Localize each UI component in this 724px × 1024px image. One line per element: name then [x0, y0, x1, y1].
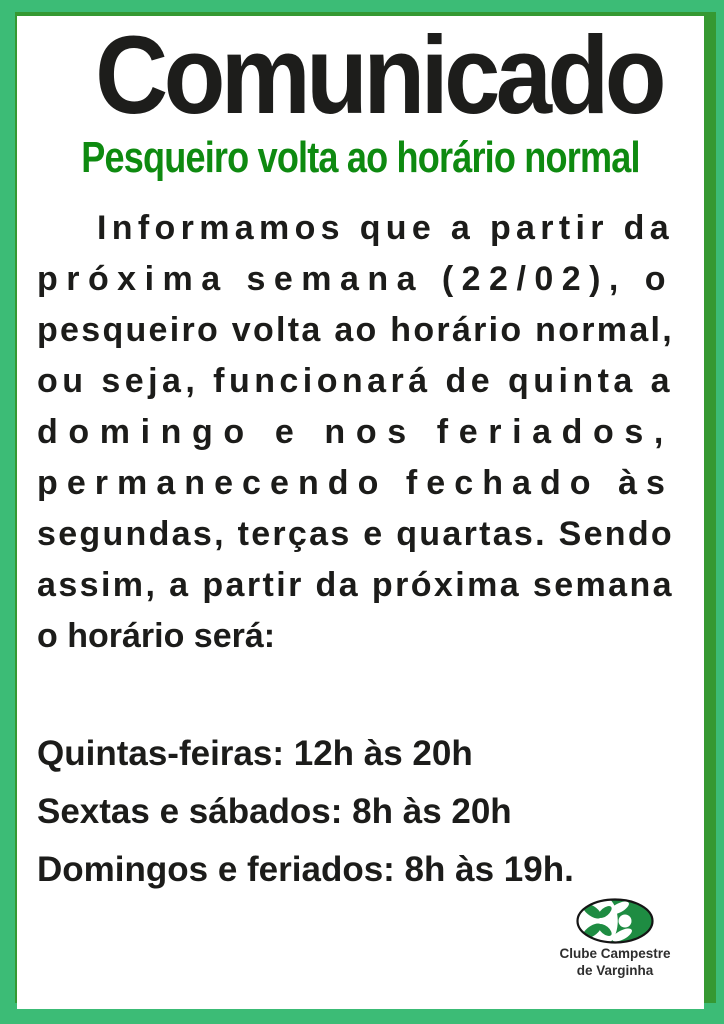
body-line: permanecendo fechado às: [37, 464, 674, 502]
body-line: o horário será:: [37, 617, 276, 655]
body-line: segundas, terças e quartas. Sendo: [37, 515, 674, 553]
body-line: próxima semana (22/02), o: [37, 260, 674, 298]
schedule-line: Domingos e feriados: 8h às 19h.: [37, 850, 574, 889]
body-line: assim, a partir da próxima semana: [37, 566, 674, 604]
club-logo-icon: [575, 898, 655, 944]
poster-sheet: [17, 16, 704, 1009]
club-logo: [535, 898, 695, 978]
body-paragraph: [37, 203, 674, 662]
schedule-list: [37, 725, 674, 899]
body-line: Informamos que a partir da: [97, 209, 674, 247]
schedule-line: Sextas e sábados: 8h às 20h: [37, 792, 512, 831]
body-line: domingo e nos feriados,: [37, 413, 674, 451]
notice-title: Comunicado: [95, 14, 662, 137]
schedule-line: Quintas-feiras: 12h às 20h: [37, 734, 473, 773]
body-line: ou seja, funcionará de quinta a: [37, 362, 674, 400]
club-logo-caption-line1: Clube Campestre: [559, 946, 671, 961]
body-line: pesqueiro volta ao horário normal,: [37, 311, 674, 349]
notice-subtitle: Pesqueiro volta ao horário normal: [81, 133, 640, 182]
club-logo-caption-line2: de Varginha: [576, 963, 654, 978]
